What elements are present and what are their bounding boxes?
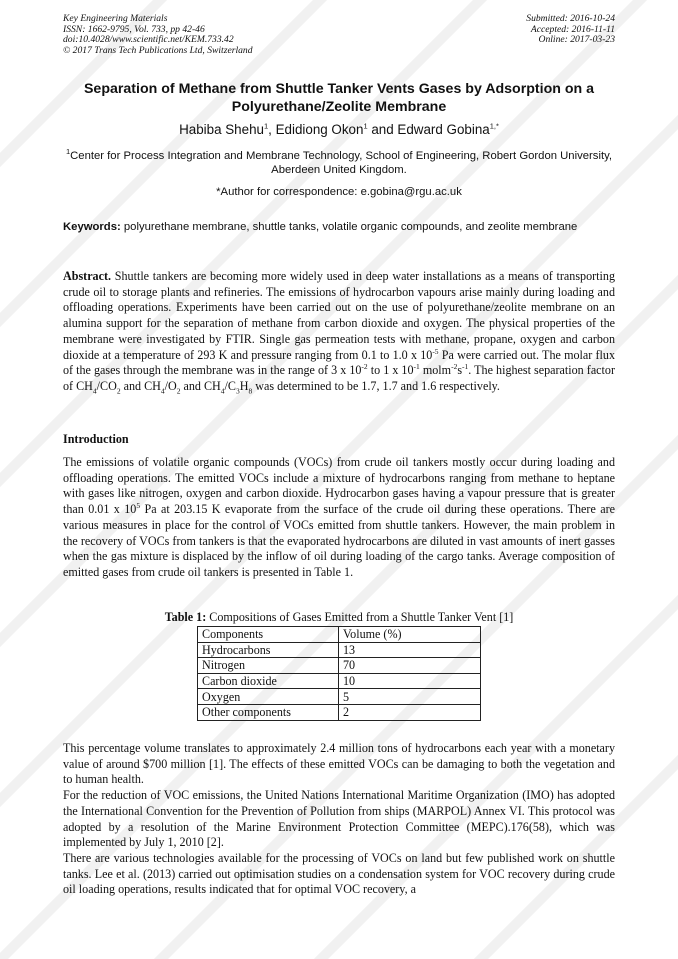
abstract-text: and CH	[120, 378, 161, 393]
submission-dates	[526, 14, 615, 46]
table-cell: Oxygen	[198, 689, 339, 705]
paragraph-text: Pa at 203.15 K evaporate from the surface of the crude oil during these operations. There are various measures in place for the control of VOCs emitted from shuttle tankers. However, the main problem in the recovery of VOCs from tankers is that the evaporated hydrocarbons are diluted in vast amounts of inert gasses when the gas mixture is displaced by the inflow of oil during loading of the cargo tanks. Average composition of emitted gases from crude oil tankers is presented in Table 1.	[63, 502, 615, 579]
subscript: 4	[220, 386, 225, 396]
body-paragraph: There are various technologies available for the processing of VOCs on land but few published work on shuttle tanks. Lee et al. (2013) carried out optimisation studies on a condensation system for VOC recovery during crude oil loading operations, results indicated that for optimal VOC recovery, a	[63, 850, 615, 897]
exponent: -1	[413, 362, 420, 372]
abstract-text: /C	[224, 378, 236, 393]
abstract-text: H	[239, 378, 249, 393]
exponent: -1	[462, 362, 469, 372]
section-heading-introduction: Introduction	[63, 432, 129, 446]
introduction-section	[63, 455, 615, 581]
author-name: Edward Gobina	[397, 122, 490, 137]
paragraph-text: The emissions of volatile organic compounds (VOCs) from crude oil tankers mostly occur during loading and offloading operations. The emitted VOCs include a mixture of hydrocarbons ranging from methane to heptane with gases like nitrogen, oxygen and carbon dioxide. Hydrocarbon gases having a vapour pressure that is greater than 0.01 x 10	[63, 455, 615, 517]
exponent: -5	[432, 346, 439, 356]
table-cell: 13	[339, 642, 481, 658]
introduction-paragraph	[63, 455, 615, 581]
abstract-text: to 1 x 10	[367, 363, 414, 378]
table-cell: 5	[339, 689, 481, 705]
abstract-text: s	[457, 363, 463, 378]
subscript: 2	[116, 386, 121, 396]
exponent: -2	[451, 362, 458, 372]
affiliation	[63, 149, 615, 177]
abstract-section	[63, 269, 615, 395]
correspondence-note: *Author for correspondence: e.gobina@rgu.ac.uk	[216, 186, 462, 198]
table-cell: Carbon dioxide	[198, 673, 339, 689]
subscript: 2	[176, 386, 181, 396]
table-header-cell: Volume (%)	[339, 627, 481, 643]
table-caption-label: Table 1:	[164, 610, 207, 624]
abstract-label: Abstract.	[63, 269, 112, 283]
abstract-text: Shuttle tankers are becoming more widely used in deep water installations as a means of transporting crude oil to storage plants and refineries. The emissions of hydrocarbon vapours arise mainly during loading and offloading operations. Experiments have been carried out on the use of polyurethane/zeolite membrane on an alumina support for the separation of methane from carbon dioxide and oxygen. The physical properties of the membrane were investigated by FTIR. Single gas permeation tests with methane, propane, oxygen and carbon dioxide at a temperature of 293 K and pressure ranging from 0.1 to 1.0 x 10	[63, 269, 615, 362]
abstract-text: molm	[419, 363, 452, 378]
journal-name: Key Engineering Materials	[63, 13, 168, 24]
abstract-text: /CO	[96, 378, 117, 393]
table-header-row	[198, 627, 481, 643]
table-header-cell: Components	[198, 627, 339, 643]
subscript: 3	[235, 386, 240, 396]
author-affil-mark: 1,*	[489, 121, 499, 131]
abstract-paragraph	[63, 269, 615, 395]
affiliation-mark: 1	[65, 147, 71, 157]
body-paragraph: For the reduction of VOC emissions, the United Nations International Maritime Organization (IMO) has adopted the International Convention for the Prevention of Pollution from ships (MARPOL) Annex VI. This protocol was adopted by a resolution of the Marine Environment Protection Committee (MEPC).176(58), which was implemented by July 1, 2010 [2].	[63, 788, 615, 850]
abstract-text: was determined to be 1.7, 1.7 and 1.6 respectively.	[252, 378, 500, 393]
abstract-text: and CH	[180, 378, 221, 393]
table-caption	[63, 610, 615, 625]
table-cell: 70	[339, 658, 481, 674]
paper-title: Separation of Methane from Shuttle Tanker Vents Gases by Adsorption on a Polyurethane/Zeolite Membrane	[83, 81, 595, 115]
journal-info	[63, 14, 253, 56]
author-name: Habiba Shehu	[179, 122, 264, 137]
body-paragraph: This percentage volume translates to approximately 2.4 million tons of hydrocarbons each year with a monetary value of around $700 million [1]. The effects of these emitted VOCs can be damaging to both the vegetation and to human health.	[63, 741, 615, 787]
table-row	[198, 642, 481, 658]
journal-issn: ISSN: 1662-9795, Vol. 733, pp 42-46	[63, 23, 205, 35]
table-row	[198, 673, 481, 689]
journal-copyright: © 2017 Trans Tech Publications Ltd, Switzerland	[63, 44, 253, 56]
subscript: 4	[160, 386, 165, 396]
author-separator: and	[367, 122, 398, 137]
accepted-date: Accepted: 2016-11-11	[530, 23, 615, 35]
table-cell: Other components	[198, 704, 339, 720]
table-cell: Hydrocarbons	[198, 642, 339, 658]
subscript: 4	[92, 386, 97, 396]
author-separator: ,	[268, 122, 276, 137]
keywords-section	[63, 220, 615, 234]
exponent: -2	[361, 362, 368, 372]
table-caption-text: Compositions of Gases Emitted from a Shuttle Tanker Vent [1]	[206, 610, 514, 624]
gas-composition-table	[197, 626, 481, 721]
abstract-text: Pa were carried out. The molar flux of the gases through the membrane was in the range of 3 x 10	[63, 347, 615, 378]
table-row	[198, 704, 481, 720]
journal-doi: doi:10.4028/www.scientific.net/KEM.733.42	[63, 34, 234, 46]
author-name: Edidiong Okon	[275, 122, 364, 137]
author-affil-mark: 1	[363, 121, 368, 131]
keywords-text: polyurethane membrane, shuttle tanks, volatile organic compounds, and zeolite membrane	[120, 221, 578, 233]
keywords-label: Keywords:	[63, 221, 121, 233]
exponent: 5	[136, 501, 141, 511]
online-date: Online: 2017-03-23	[538, 34, 615, 46]
table-cell: 10	[339, 673, 481, 689]
subscript: 8	[248, 386, 253, 396]
table-row	[198, 689, 481, 705]
abstract-text: /O	[164, 378, 177, 393]
affiliation-text: Center for Process Integration and Membrane Technology, School of Engineering, Robert Gordon University, Aberdeen United Kingdom.	[70, 150, 613, 177]
table-cell: 2	[339, 704, 481, 720]
author-affil-mark: 1	[263, 121, 269, 131]
abstract-text: . The highest separation factor of CH	[63, 363, 615, 393]
table-cell: Nitrogen	[198, 658, 339, 674]
submitted-date: Submitted: 2016-10-24	[526, 13, 615, 24]
body-continuation	[63, 741, 615, 898]
author-list	[63, 121, 615, 138]
table-row	[198, 658, 481, 674]
